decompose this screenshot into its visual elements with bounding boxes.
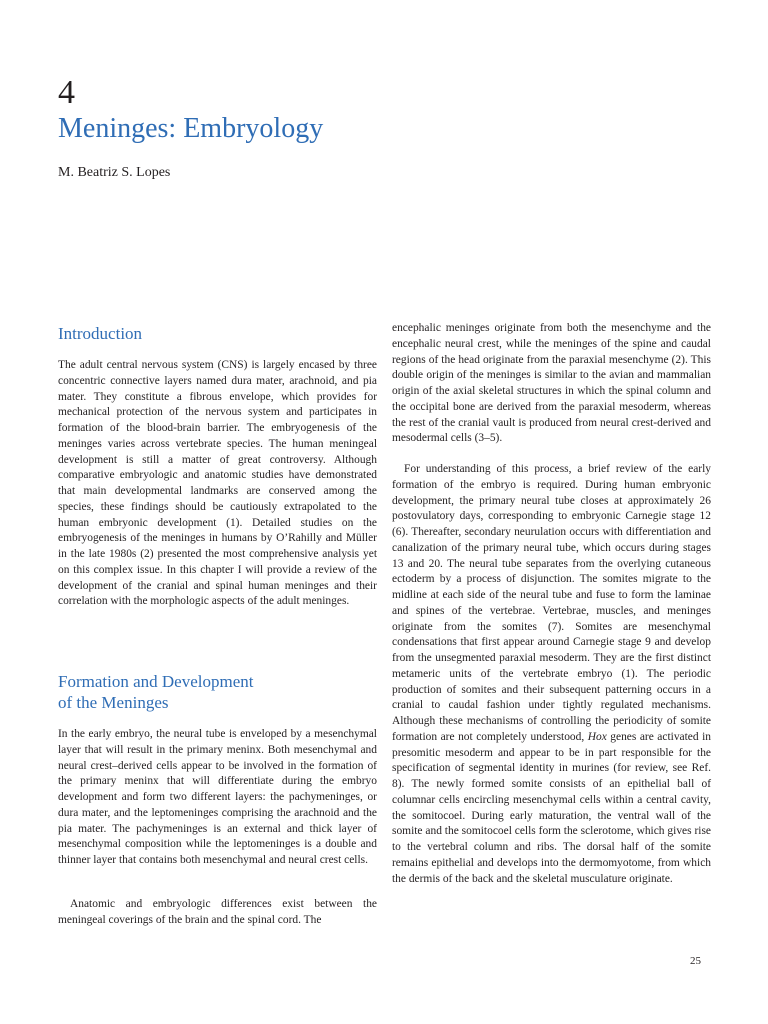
section-heading-formation-line1: Formation and Development — [58, 672, 254, 691]
chapter-title: Meninges: Embryology — [58, 113, 324, 144]
formation-paragraph-2: Anatomic and embryologic differences exist between the meningeal coverings of the brain and the spinal cord. The — [58, 898, 377, 926]
author-name: M. Beatriz S. Lopes — [58, 165, 171, 180]
right-paragraph-2-part2: genes are activated in presomitic mesoderm and appear to be in part responsible for the specification of segmental identity in murines (for review, see Ref. 8). The newly formed somite consists of an epithelial ball of columnar cells encircling mesenchymal cells within a central cavity, the somitocoel. During early maturation, the ventral wall of the somite and the somitocoel cells form the sclerotome, which gives rise to the vertebral column and ribs. The dorsal half of the somite remains epithelial and develops into the dermomyotome, from which the dermis of the back and the skeletal musculature originate. — [392, 730, 711, 885]
section-heading-formation-line2: of the Meninges — [58, 693, 169, 712]
section-heading-introduction: Introduction — [58, 324, 143, 343]
right-paragraph-2-part1: For understanding of this process, a brief review of the early formation of the embryo is required. During human embryonic development, the primary neural tube closes at approximately 26 postovulatory days, corresponding to embryonic Carnegie stage 12 (6). Thereafter, secondary neurulation occurs with differentiation and canalization of the primary neural tube, which occurs during stages 13 and 20. The neural tube separates from the overlying cutaneous ectoderm by a process of disjunction. The somites migrate to the midline at each side of the neural tube and fuse to form the laminae and spines of the vertebrae. Vertebrae, muscles, and meninges originate from the somites (7). Somites are mesenchymal condensations that first appear around Carnegie stage 9 and develop from the unsegmented paraxial mesoderm. They are the first distinct metameric units of the vertebrate embryo (1). The periodic production of somites and their subsequent patterning occurs in a cranial to caudal fashion under tightly regulated mechanisms. Although these mechanisms of controlling the periodicity of somite formation are not completely understood, — [392, 463, 711, 743]
hox-italic: Hox — [587, 730, 607, 743]
formation-paragraph-1: In the early embryo, the neural tube is enveloped by a mesenchymal layer that will result in the primary meninx. Both mesenchymal and neural crest–derived cells appear to be involved in the formation of the primary meninx that will differentiate during the embryo development and form two different layers: the pachymeninges, or dura mater, and the leptomeninges comprising the arachnoid and the pia mater. The pachymeninges is an external and thick layer of mesenchymal composition while the leptomeninges is a double and thinner layer that contains both mesenchymal and neural crest cells. — [58, 728, 377, 866]
chapter-number: 4 — [58, 74, 75, 111]
section-heading-formation — [58, 671, 253, 713]
right-paragraph-2 — [392, 462, 711, 887]
right-paragraph-1: encephalic meninges originate from both the mesenchyme and the encephalic neural crest, while the meninges of the spine and caudal regions of the head originate from the paraxial mesenchyme (2). This double origin of the meninges is similar to the avian and mammalian origin of the axial skeletal structures in which the spinal column and the occipital bone are derived from the paraxial mesoderm, whereas the rest of the cranial vault is produced from neural crest-derived and mesodermal cells (3–5). — [392, 322, 711, 445]
page-number: 25 — [690, 955, 701, 967]
introduction-paragraph: The adult central nervous system (CNS) is largely encased by three concentric connective layers named dura mater, arachnoid, and pia mater. They constitute a fibrous envelope, which provides for mechanical protection of the nervous system and participates in formation of the blood-brain barrier. The embryogenesis of the meninges varies across vertebrate species. The human meningeal development is still a matter of great controversy. Although comparative embryologic and anatomic studies have demonstrated that main developmental landmarks are conserved among the species, these findings should be cautiously extrapolated to the human embryonic development (1). Detailed studies on the embryogenesis of the meninges in humans by O’Rahilly and Müller in the late 1980s (2) presented the most comprehensive analysis yet on this complex issue. In this chapter I will provide a review of the development of the cranial and spinal human meninges and their correlation with the morphologic aspects of the adult meninges. — [58, 359, 377, 608]
